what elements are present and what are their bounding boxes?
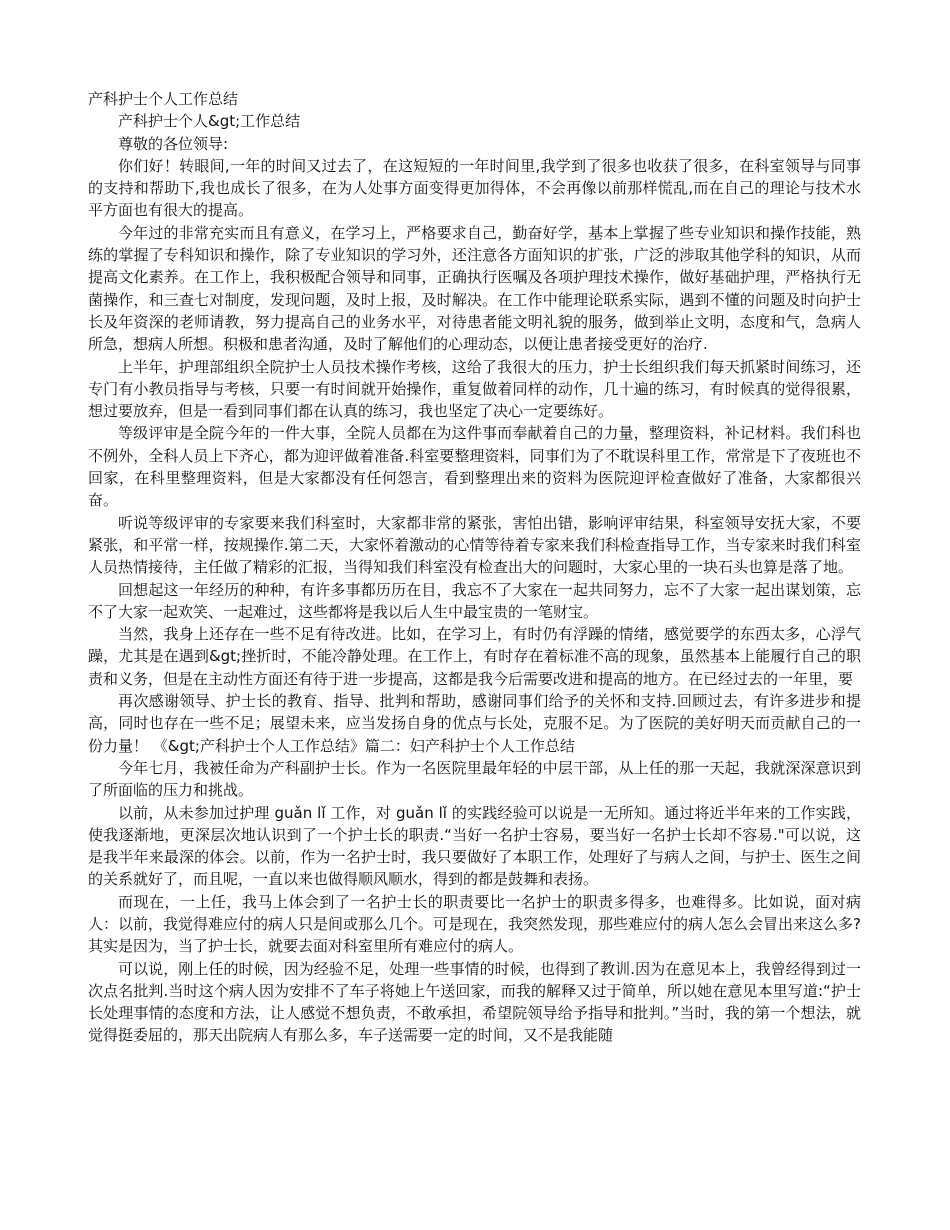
- paragraph: 而现在，一上任，我马上体会到了一名护士长的职责要比一名护士的职责多得多，也难得多。比如说，面对病人：以前，我觉得难应付的病人只是间或那么几个。可是现在，我突然发现，那些难应付的病人怎么会冒出来这么多?其实是因为，当了护士长，就要去面对科室里所有难应付的病人。: [88, 892, 861, 956]
- salutation: 尊敬的各位领导:: [118, 134, 229, 153]
- paragraph: 以前，从未参加过护理 guǎn lǐ 工作，对 guǎn lǐ 的实践经验可以说是一无所知。通过将近半年来的工作实践，使我逐渐地，更深层次地认识到了一个护士长的职责.“当好一名护士容易，要当好一名护士长却不容易."可以说，这是我半年来最深的体会。以前，作为一名护士时，我只要做好了本职工作，处理好了与病人之间，与护士、医生之间的关系就好了，而且呢，一直以来也做得顺风顺水，得到的都是鼓舞和表扬。: [88, 803, 861, 889]
- paragraph: 上半年，护理部组织全院护士人员技术操作考核，这给了我很大的压力，护士长组织我们每天抓紧时间练习，还专门有小教员指导与考核，只要一有时间就开始操作，重复做着同样的动作，几十遍的练习，有时候真的觉得很累，想过要放弃，但是一看到同事们都在认真的练习，我也坚定了决心一定要练好。: [88, 357, 861, 421]
- document-page: [88, 88, 861, 1047]
- document-subtitle: 产科护士个人&gt;工作总结: [118, 112, 301, 131]
- document-title: 产科护士个人工作总结: [88, 90, 239, 108]
- paragraph: 再次感谢领导、护士长的教育、指导、批判和帮助，感谢同事们给予的关怀和支持.回顾过去，有许多进步和提高，同时也存在一些不足；展望未来，应当发扬自身的优点与长处，克服不足。为了医院的美好明天而贡献自己的一份力量！ 《&gt;产科护士个人工作总结》篇二：妇产科护士个人工作总结: [88, 692, 861, 755]
- paragraph: 今年过的非常充实而且有意义，在学习上，严格要求自己，勤奋好学，基本上掌握了些专业知识和操作技能，熟练的掌握了专科知识和操作，除了专业知识的学习外，还注意各方面知识的扩张，广泛的涉取其他学科的知识，从而提高文化素养。在工作上，我积极配合领导和同事，正确执行医嘱及各项护理技术操作，做好基础护理，严格执行无菌操作，和三查七对制度，发现问题，及时上报，及时解决。在工作中能理论联系实际，遇到不懂的问题及时向护士长及年资深的老师请教，努力提高自己的业务水平，对待患者能文明礼貌的服务，做到举止文明，态度和气，急病人所急，想病人所想。积极和患者沟通，及时了解他们的心理动态，以便让患者接受更好的治疗.: [88, 223, 861, 354]
- paragraph: 听说等级评审的专家要来我们科室时，大家都非常的紧张，害怕出错，影响评审结果，科室领导安抚大家，不要紧张，和平常一样，按规操作.第二天，大家怀着激动的心情等待着专家来我们科检查指导工作，当专家来时我们科室人员热情接待，主任做了精彩的汇报，当得知我们科室没有检查出大的问题时，大家心里的一块石头也算是落了地。: [88, 513, 861, 577]
- paragraph: 今年七月，我被任命为产科副护士长。作为一名医院里最年轻的中层干部，从上任的那一天起，我就深深意识到了所面临的压力和挑战。: [88, 758, 861, 800]
- paragraph: 等级评审是全院今年的一件大事，全院人员都在为这件事而奉献着自己的力量，整理资料，补记材料。我们科也不例外，全科人员上下齐心，都为迎评做着准备.科室要整理资料，同事们为了不耽误科里工作，常常是下了夜班也不回家，在科里整理资料，但是大家都没有任何怨言，看到整理出来的资料为医院迎评检查做好了准备，大家都很兴奋。: [88, 424, 861, 510]
- paragraph: 你们好！转眼间,一年的时间又过去了，在这短短的一年时间里,我学到了很多也收获了很多，在科室领导与同事的支持和帮助下,我也成长了很多，在为人处事方面变得更加得体，不会再像以前那样慌乱,而在自己的理论与技术水平方面也有很大的提高。: [88, 156, 861, 220]
- paragraph: 回想起这一年经历的种种，有许多事都历历在目，我忘不了大家在一起共同努力，忘不了大家一起出谋划策，忘不了大家一起欢笑、一起难过，这些都将是我以后人生中最宝贵的一笔财宝。: [88, 580, 861, 621]
- paragraph: 可以说，刚上任的时候，因为经验不足，处理一些事情的时候，也得到了教训.因为在意见本上，我曾经得到过一次点名批判.当时这个病人因为安排不了车子将她上午送回家，而我的解释又过于简单，所以她在意见本里写道:“护士长处理事情的态度和方法，让人感觉不想负责，不敢承担，希望院领导给予指导和批判。”当时，我的第一个想法，就觉得挺委屈的，那天出院病人有那么多，车子送需要一定的时间，又不是我能随: [88, 959, 861, 1045]
- paragraph: 当然，我身上还存在一些不足有待改进。比如，在学习上，有时仍有浮躁的情绪，感觉要学的东西太多，心浮气躁，尤其是在遇到&gt;挫折时，不能冷静处理。在工作上，有时存在着标准不高的现象，虽然基本上能履行自己的职责和义务，但是在主动性方面还有待于进一步提高，这都是我今后需要改进和提高的地方。在已经过去的一年里，要: [88, 625, 861, 688]
